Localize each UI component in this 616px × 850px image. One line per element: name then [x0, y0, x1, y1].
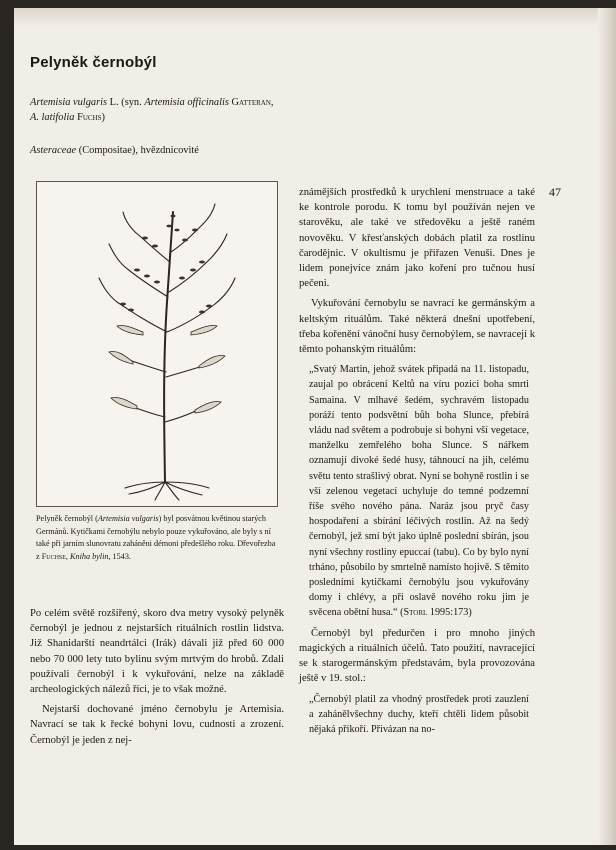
family-name: Asteraceae: [30, 145, 77, 156]
figure-caption: [36, 513, 278, 564]
right-column-text: [299, 185, 535, 737]
latin-author: L.: [109, 97, 119, 108]
right-paragraph-4: „Černobýl platil za vhodný prostředek proti zauzlení a zahánělvšechny duchy, kteří chtěli lidem působit nějaká příkoří. Přivázan na no-: [309, 693, 529, 735]
left-column-text: [30, 606, 284, 748]
left-paragraph-2: Nejstarší dochované jméno černobylu je Artemisia. Navrací se tak k řecké bohyni lovu, cudnosti a zrození. Černobýl je jeden z nej-: [30, 704, 284, 746]
caption-year: 1543.: [112, 552, 131, 562]
quotation-text: „Svatý Martin, jehož svátek připadá na 11. listopadu, zaujal po obrácení Keltů na víru pozici boha smrti Samaina. V mlhavé šedém, sychravém listopadu poráží tento podsvětní bůh boha Slunce, přebírá vládu nad světem a podrobuje si bohyni vší vegetace, manželku zemřelého boha Slunce. S nářkem oznamují divoké šedé husy, táhnoucí na jih, celému světu tento strašlivý obrat. Nyní se bohyně rostlin i se vší zelenou vegetací uchyluje do temné podzemní říše svého nového pána. Naráz jsou pryč časy hospodaření a sbírání léčivých rostlin. Až na šedý černobýl, jež smí být jako úplně poslední sbírán, jsou nyní všechny rostliny epuccaí (tabu). Co by bylo nyní trháno, působilo by smrtelně namísto hojivě. S těmito posledními kytičkami černobýlu jsou vykuřovány domy i chlévy, a při oslavě nového roku jim je svěcena obětní husa.“: [309, 364, 529, 619]
left-paragraph-1: Po celém světě rozšířený, skoro dva metry vysoký pelyněk černobýl je jednou z nejstarších rituálních rostlin lidstva. Již Shanidarští neandrtálci (Irák) dávali již před 60 000 nebo 70 000 lety tuto bylinu svým mrtvým do hrobů. Zdali používali černobýl i k vykuřování, nelze na základě archeologických nálezů říci, je to však možné.: [30, 608, 284, 696]
family-alt: (Compositae),: [78, 145, 138, 156]
caption-source: Fuchse,: [41, 552, 68, 562]
quotation-block: [299, 362, 535, 620]
right-paragraph-2: Vykuřování černobylu se navrací ke germánským a keltským rituálům. Také některá dnešní upotřebení, třeba kořenění vánoční husy černobýlem, se navracejí k těmto pohanským rituálům:: [299, 298, 535, 356]
right-paragraph-3: Černobýl byl předurčen i pro mnoho jiných magických a rituálních účelů. Tato použití, navracející se k starogermánským představám, byla provozována ještě v 19. stol.:: [299, 627, 535, 685]
family-czech: hvězdnicovité: [140, 145, 199, 156]
page-top-shadow: [14, 8, 616, 26]
synonym-prefix: (syn.: [121, 97, 142, 108]
right-paragraph-1: známějších prostředků k urychlení menstruace a také ke kontrole porodu. K tomu byl používán nejen ve starověku, ale také ve středověku a ještě raném novověku. V křesťanských dobách platil za rostlinu čarodějnic. V okultismu je přiřazen Venuši. Dnes je lidem ponejvíce znám jako koření pro tučnou husí pečeni.: [299, 187, 535, 290]
synonym-2: A. latifolia: [30, 112, 75, 123]
family-line: [30, 143, 199, 158]
synonym-2-author: Fuchs): [77, 112, 105, 123]
latin-name: Artemisia vulgaris: [30, 97, 108, 108]
plant-illustration-frame: [36, 181, 278, 507]
caption-body: ) byl posvátnou květinou starých Germánů. Kytičkami černobýlu nebylo pouze vykuřováno, ale byly s ní také při jarním slunovratu zaháněni démoni předešlého roku. Dřevořezba z: [36, 514, 276, 562]
book-page: [14, 8, 616, 845]
entry-title: Pelyněk černobýl: [30, 54, 157, 71]
quotation-source: (Storl: [400, 607, 428, 619]
synonym-1: Artemisia officinalis: [144, 97, 229, 108]
latin-name-line: [30, 95, 274, 110]
page-number: 47: [549, 185, 561, 199]
caption-book: Kniha bylin,: [70, 552, 111, 562]
caption-start: Pelyněk černobýl (: [36, 514, 98, 523]
synonym-line: [30, 110, 105, 125]
plant-woodcut-illustration: [37, 182, 277, 506]
caption-latin: Artemisia vulgaris: [97, 514, 159, 523]
quotation-year: 1995:173): [429, 607, 472, 619]
page-edge-shadow: [598, 8, 616, 845]
synonym-1-author: Gatteran,: [231, 97, 274, 108]
